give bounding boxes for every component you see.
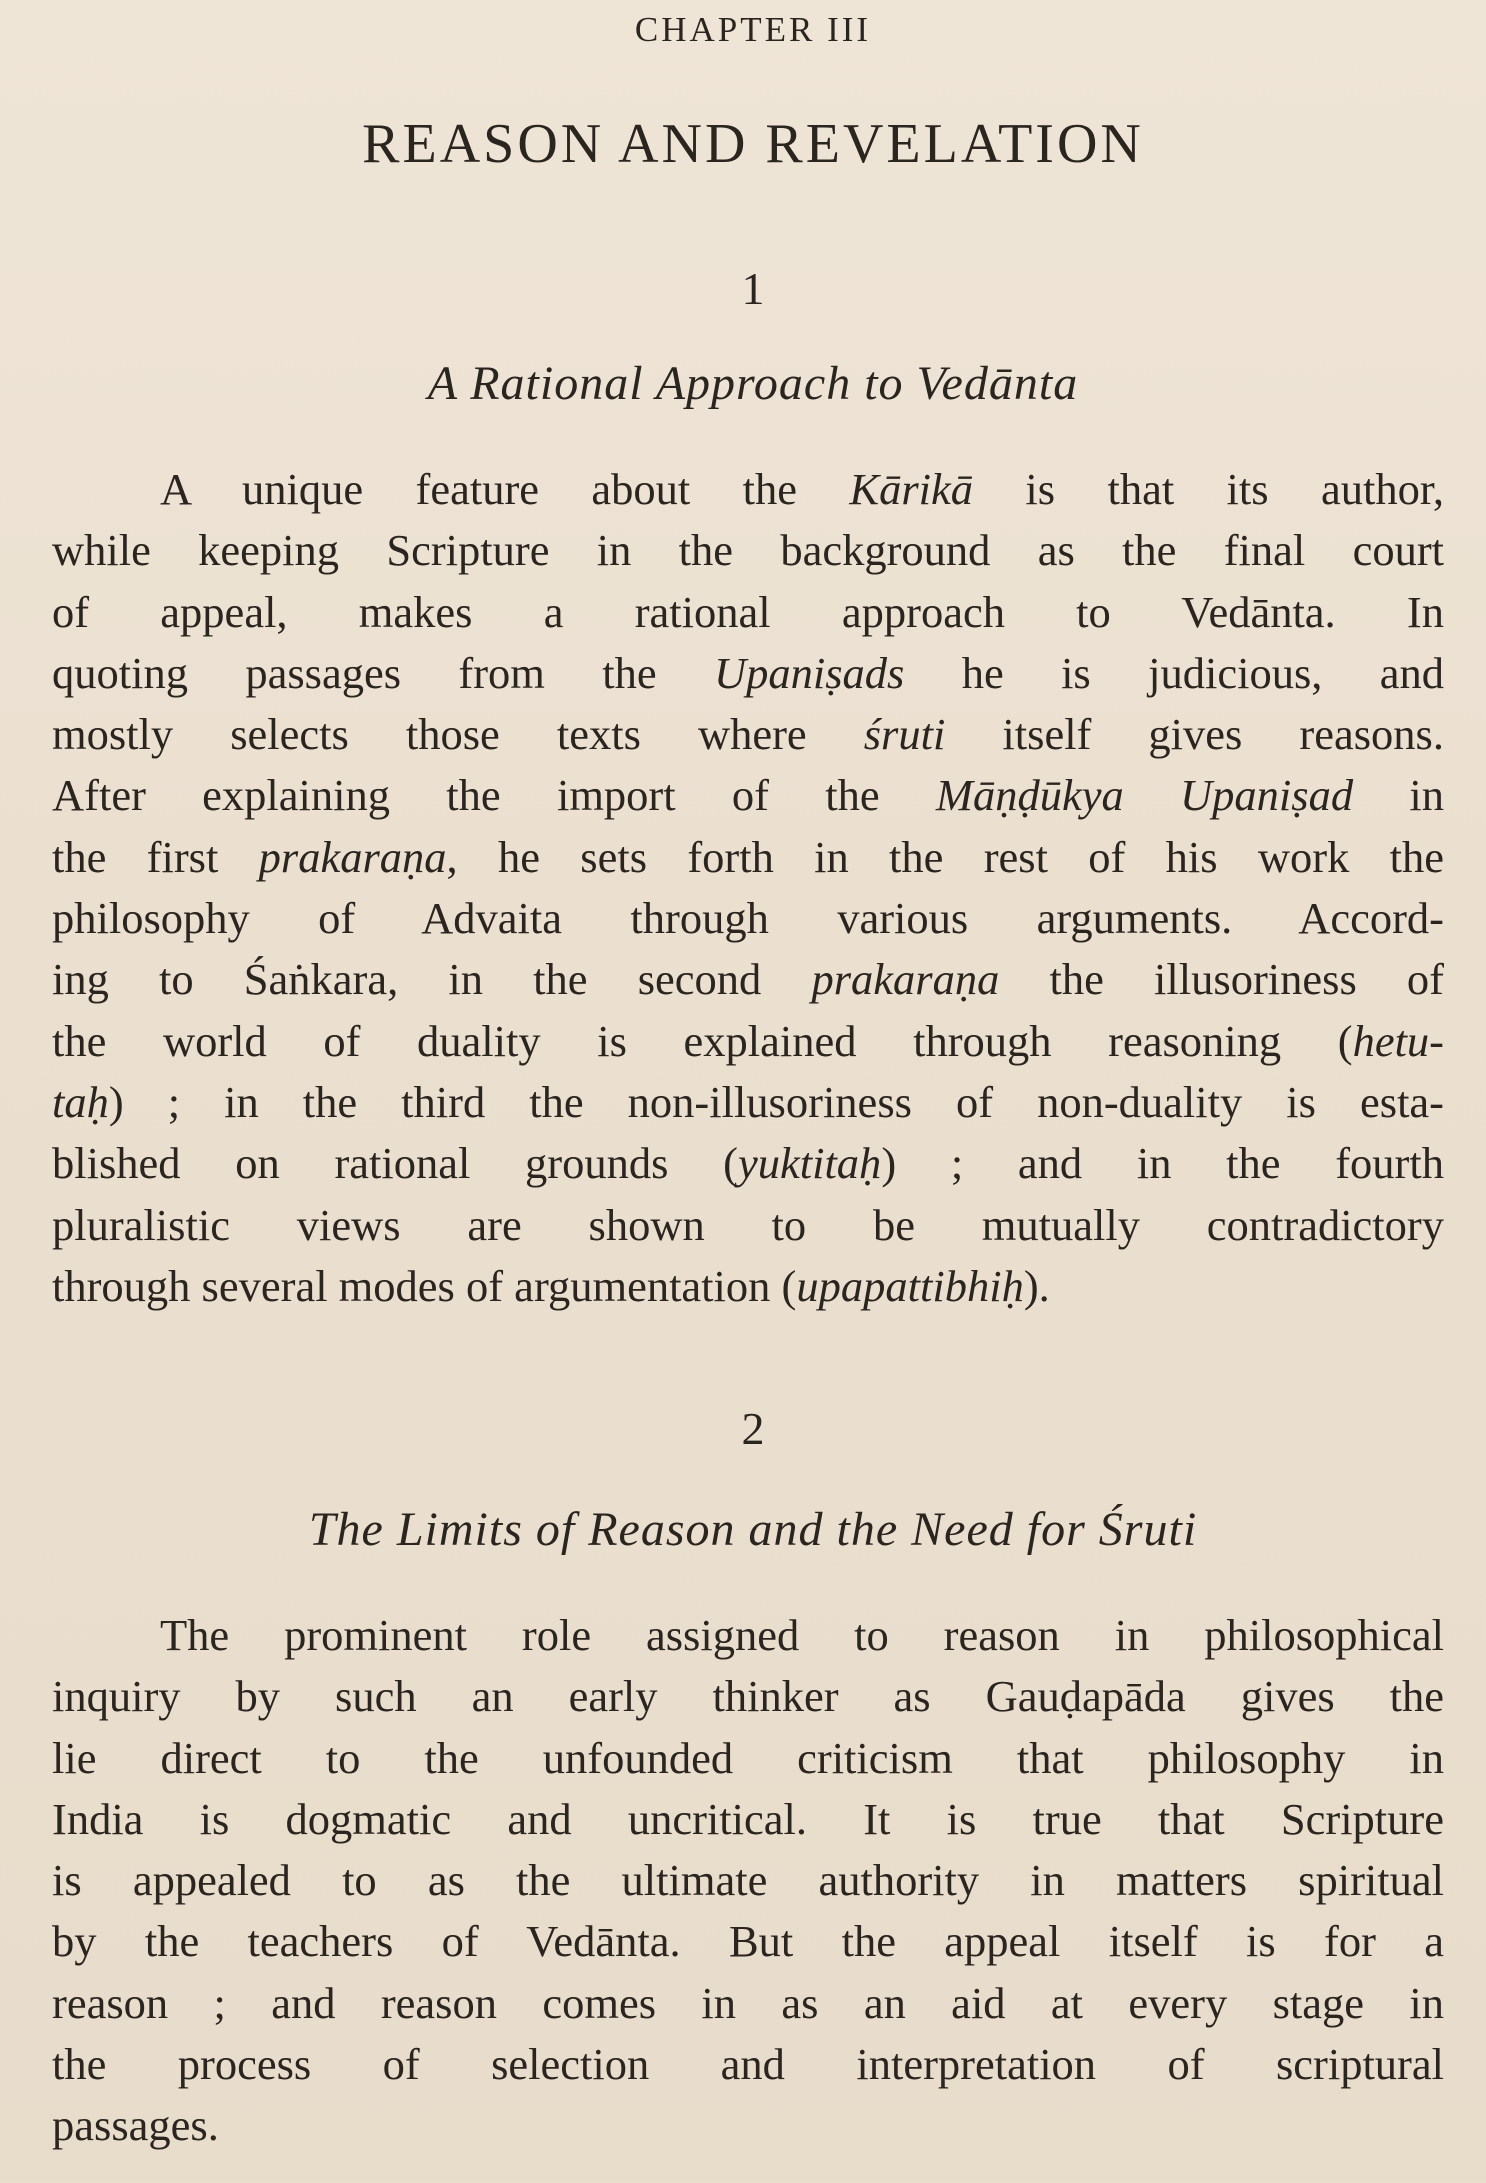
section-1-number: 1 (741, 263, 765, 314)
paragraph-line: After explaining the import of the Māṇḍūkya Upaniṣad in (52, 770, 1444, 821)
paragraph-line: reason ; and reason comes in as an aid at every stage in (52, 1977, 1444, 2028)
paragraph-line: mostly selects those texts where śruti itself gives reasons. (52, 709, 1444, 760)
italic-term: Kārikā (849, 464, 974, 514)
paragraph-line: lie direct to the unfounded criticism that philosophy in (52, 1732, 1444, 1783)
section-2-paragraph (52, 1605, 1444, 2157)
paragraph-line: taḥ) ; in the third the non-illusoriness of non-duality is esta- (52, 1076, 1444, 1127)
paragraph-line: the first prakaraṇa, he sets forth in the rest of his work the (52, 831, 1444, 882)
paragraph-line: quoting passages from the Upaniṣads he is judicious, and (52, 647, 1444, 698)
paragraph-line: ing to Śaṅkara, in the second prakaraṇa the illusoriness of (52, 954, 1444, 1005)
section-1-title: A Rational Approach to Vedānta (427, 357, 1079, 410)
italic-term: taḥ (52, 1076, 109, 1127)
paragraph-line: by the teachers of Vedānta. But the appeal itself is for a (52, 1916, 1444, 1967)
paragraph-line: is appealed to as the ultimate authority in matters spiritual (52, 1855, 1444, 1906)
section-2-title: The Limits of Reason and the Need for Śruti (308, 1503, 1198, 1556)
italic-term: prakaraṇa (811, 954, 1000, 1005)
italic-term: hetu- (1352, 1015, 1444, 1066)
paragraph-line: A unique feature about the Kārikā is that its author, (160, 464, 1445, 514)
italic-term: Māṇḍūkya Upaniṣad (935, 770, 1354, 821)
paragraph-line: while keeping Scripture in the background as the final court (52, 525, 1444, 576)
paragraph-line: the process of selection and interpretation of scriptural (52, 2039, 1444, 2090)
section-1-paragraph (52, 459, 1444, 1317)
paragraph-line: the world of duality is explained through reasoning (hetu- (52, 1015, 1444, 1066)
paragraph-line: through several modes of argumentation (upapattibhiḥ). (52, 1260, 1050, 1311)
paragraph-line: passages. (52, 2100, 219, 2151)
chapter-label: CHAPTER III (634, 10, 872, 49)
section-2-number: 2 (741, 1403, 765, 1454)
paragraph-line: The prominent role assigned to reason in philosophical (160, 1610, 1444, 1660)
italic-term: yuktitaḥ (737, 1138, 882, 1189)
paragraph-line: philosophy of Advaita through various arguments. Accord- (52, 893, 1444, 944)
paragraph-line: pluralistic views are shown to be mutually contradictory (52, 1199, 1444, 1250)
paragraph-line: India is dogmatic and uncritical. It is true that Scripture (52, 1793, 1444, 1844)
paragraph-line: inquiry by such an early thinker as Gauḍapāda gives the (52, 1671, 1444, 1722)
italic-term: prakaraṇa (258, 831, 447, 882)
chapter-title: REASON AND REVELATION (362, 113, 1144, 175)
italic-term: upapattibhiḥ (796, 1260, 1024, 1311)
italic-term: Upaniṣads (713, 647, 905, 698)
paragraph-line: of appeal, makes a rational approach to Vedānta. In (52, 586, 1444, 637)
paragraph-line: blished on rational grounds (yuktitaḥ) ; and in the fourth (52, 1138, 1444, 1189)
italic-term: śruti (863, 709, 946, 760)
